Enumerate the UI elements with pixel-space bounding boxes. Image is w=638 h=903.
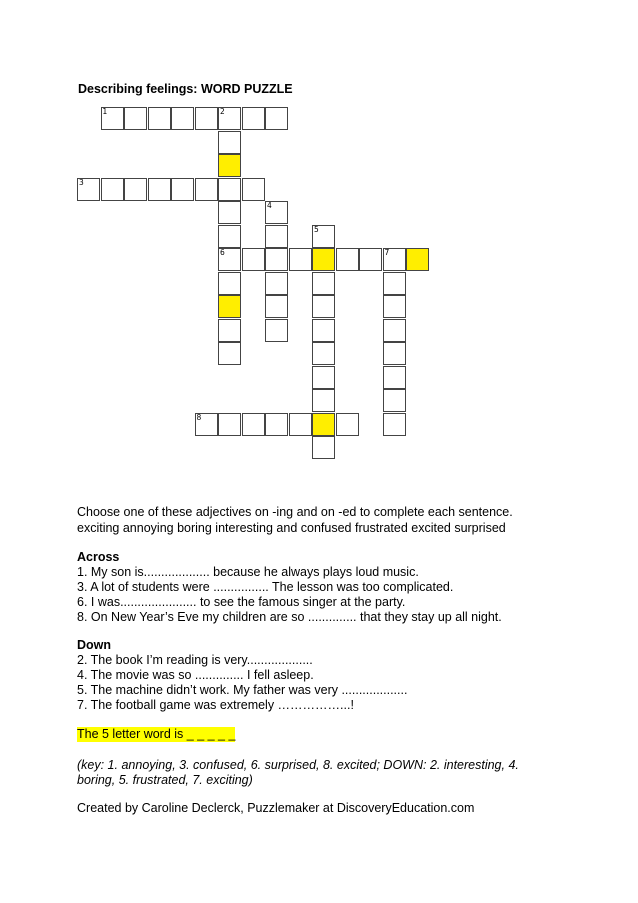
grid-cell[interactable]: [265, 107, 288, 130]
grid-cell[interactable]: [218, 342, 241, 365]
grid-cell[interactable]: [242, 248, 265, 271]
grid-cell[interactable]: [101, 178, 124, 201]
grid-cell[interactable]: [383, 342, 406, 365]
grid-cell[interactable]: [218, 319, 241, 342]
grid-cell[interactable]: [195, 178, 218, 201]
grid-cell[interactable]: [265, 201, 288, 224]
grid-cell[interactable]: [312, 225, 335, 248]
grid-cell[interactable]: [383, 272, 406, 295]
grid-cell[interactable]: [148, 178, 171, 201]
page-title: Describing feelings: WORD PUZZLE: [78, 82, 293, 96]
across-clue-3: 3. A lot of students were ................ The lesson was too complicated.: [77, 580, 454, 594]
down-clue-2: 2. The book I’m reading is very...................: [77, 653, 313, 667]
grid-cell[interactable]: [218, 248, 241, 271]
clue-number: 6: [220, 248, 225, 257]
grid-cell[interactable]: [218, 178, 241, 201]
grid-cell[interactable]: [218, 107, 241, 130]
grid-cell[interactable]: [242, 178, 265, 201]
grid-cell[interactable]: [148, 107, 171, 130]
grid-cell[interactable]: [77, 178, 100, 201]
clue-number: 1: [102, 107, 108, 116]
grid-cell[interactable]: [124, 107, 147, 130]
down-clue-5: 5. The machine didn’t work. My father was very ...................: [77, 683, 408, 697]
grid-cell[interactable]: [265, 295, 288, 318]
clue-number: 2: [220, 107, 225, 116]
grid-cell[interactable]: [312, 389, 335, 412]
down-clue-4: 4. The movie was so .............. I fell asleep.: [77, 668, 314, 682]
grid-cell[interactable]: [101, 107, 124, 130]
grid-cell[interactable]: [383, 295, 406, 318]
grid-cell[interactable]: [383, 366, 406, 389]
grid-cell[interactable]: [195, 413, 218, 436]
grid-cell[interactable]: [171, 107, 194, 130]
grid-cell[interactable]: [218, 413, 241, 436]
grid-cell[interactable]: [336, 248, 359, 271]
grid-cell[interactable]: [218, 225, 241, 248]
across-clue-1: 1. My son is................... because he always plays loud music.: [77, 565, 419, 579]
grid-cell[interactable]: [312, 342, 335, 365]
clue-number: 8: [196, 412, 202, 422]
grid-cell[interactable]: [265, 413, 288, 436]
grid-cell[interactable]: [265, 319, 288, 342]
grid-cell[interactable]: [124, 178, 147, 201]
instructions-line-1: Choose one of these adjectives on -ing and on -ed to complete each sentence.: [77, 505, 513, 519]
across-clue-6: 6. I was...................... to see the famous singer at the party.: [77, 595, 406, 609]
instructions-line-2: exciting annoying boring interesting and confused frustrated excited surprised: [77, 521, 506, 535]
down-clue-7: 7. The football game was extremely ……………...!: [77, 698, 354, 712]
grid-cell[interactable]: [171, 178, 194, 201]
grid-cell[interactable]: [359, 248, 382, 271]
grid-cell[interactable]: [242, 413, 265, 436]
grid-cell[interactable]: [265, 248, 288, 271]
grid-cell[interactable]: [312, 436, 335, 459]
grid-cell[interactable]: [312, 295, 335, 318]
grid-cell[interactable]: [383, 413, 406, 436]
grid-cell[interactable]: [312, 366, 335, 389]
grid-cell[interactable]: [289, 248, 312, 271]
grid-cell[interactable]: [195, 107, 218, 130]
grid-cell[interactable]: [312, 272, 335, 295]
grid-cell[interactable]: [383, 319, 406, 342]
across-clue-8: 8. On New Year’s Eve my children are so .............. that they stay up all night.: [77, 610, 502, 624]
credit-line: Created by Caroline Declerck, Puzzlemaker at DiscoveryEducation.com: [77, 801, 475, 815]
highlighted-grid-cell[interactable]: [406, 248, 429, 271]
across-heading: Across: [77, 550, 120, 564]
highlighted-grid-cell[interactable]: [312, 248, 335, 271]
clue-number: 3: [79, 177, 84, 187]
five-letter-row: [77, 727, 547, 742]
grid-cell[interactable]: [218, 201, 241, 224]
grid-cell[interactable]: [383, 389, 406, 412]
answer-key-line-2: boring, 5. frustrated, 7. exciting): [77, 773, 253, 787]
clue-number: 4: [267, 201, 272, 210]
clue-number: 5: [314, 224, 319, 234]
highlighted-grid-cell[interactable]: [218, 295, 241, 318]
grid-cell[interactable]: [218, 131, 241, 154]
highlighted-grid-cell[interactable]: [312, 413, 335, 436]
grid-cell[interactable]: [218, 272, 241, 295]
grid-cell[interactable]: [265, 272, 288, 295]
down-heading: Down: [77, 638, 112, 652]
grid-cell[interactable]: [383, 248, 406, 271]
five-letter-word: The 5 letter word is _ _ _ _ _: [77, 727, 236, 741]
grid-cell[interactable]: [242, 107, 265, 130]
answer-key-line-1: (key: 1. annoying, 3. confused, 6. surprised, 8. excited; DOWN: 2. interesting, 4.: [77, 758, 519, 772]
clue-number: 7: [384, 248, 390, 257]
grid-cell[interactable]: [265, 225, 288, 248]
grid-cell[interactable]: [289, 413, 312, 436]
grid-cell[interactable]: [312, 319, 335, 342]
grid-cell[interactable]: [336, 413, 359, 436]
highlighted-grid-cell[interactable]: [218, 154, 241, 177]
